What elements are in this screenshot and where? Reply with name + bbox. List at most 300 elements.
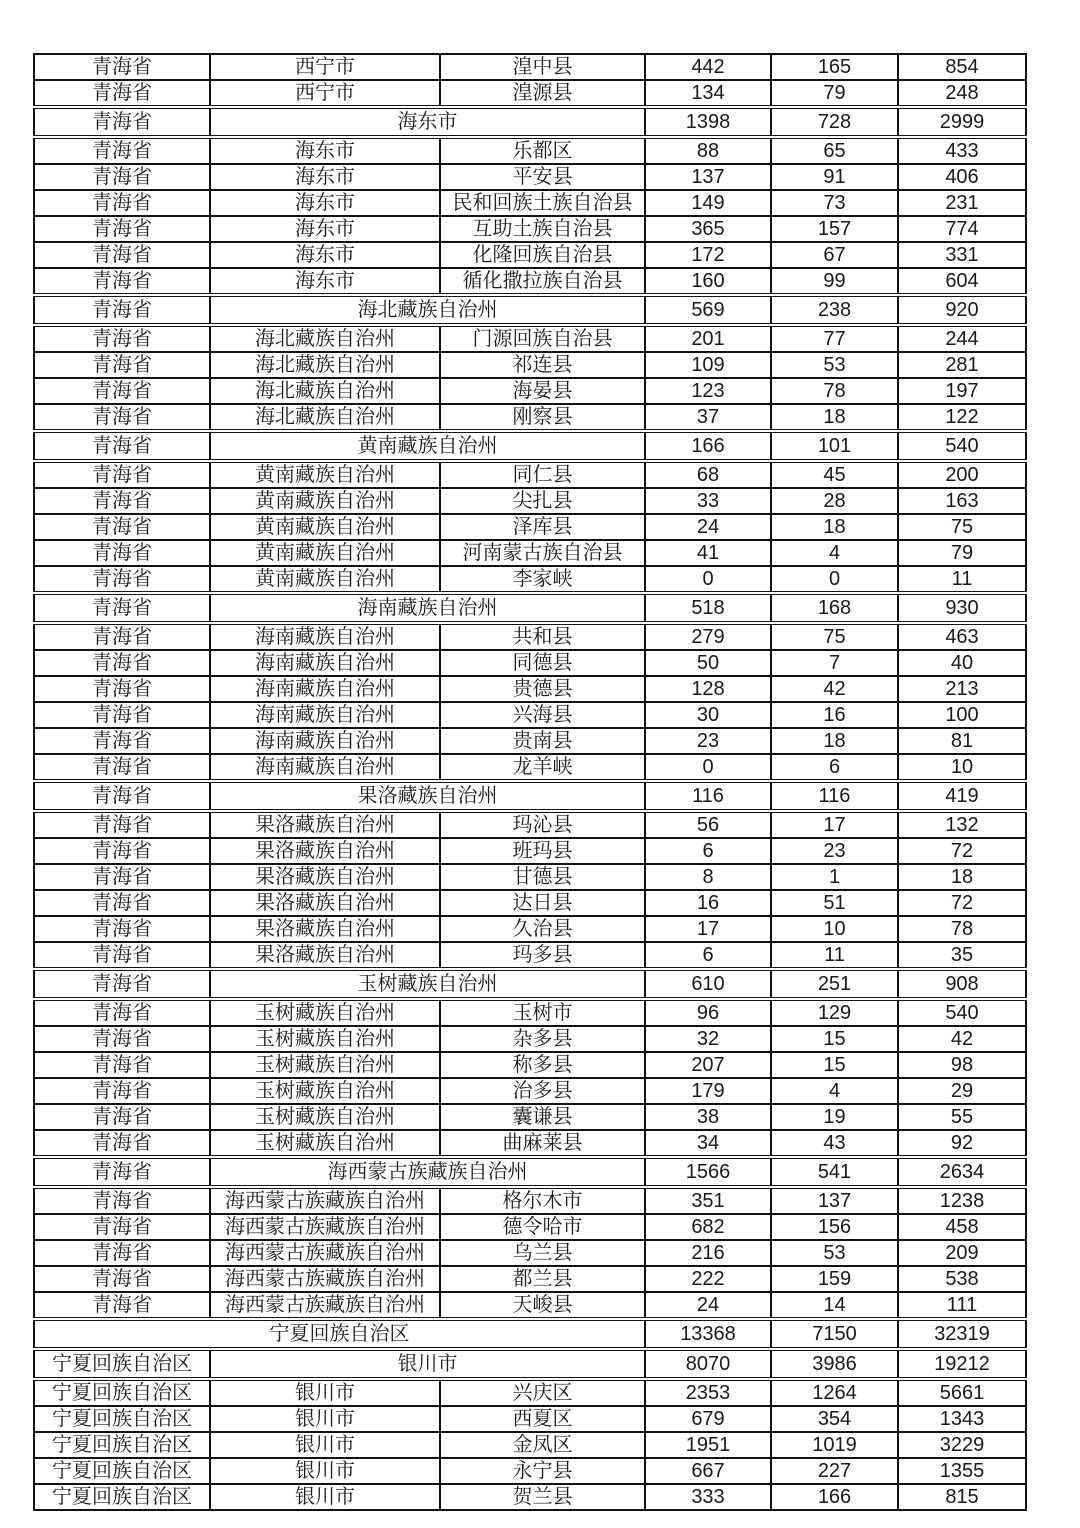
province-cell: 青海省 bbox=[34, 969, 210, 999]
value-cell: 200 bbox=[898, 461, 1026, 488]
value-cell: 1343 bbox=[898, 1406, 1026, 1432]
county-cell: 杂多县 bbox=[440, 1026, 645, 1052]
province-cell: 青海省 bbox=[34, 566, 210, 593]
county-cell: 乐都区 bbox=[440, 137, 645, 164]
city-cell: 果洛藏族自治州 bbox=[210, 916, 440, 942]
county-cell: 天峻县 bbox=[440, 1292, 645, 1319]
value-cell: 538 bbox=[898, 1266, 1026, 1292]
value-cell: 98 bbox=[898, 1052, 1026, 1078]
table-row bbox=[34, 352, 1026, 378]
value-cell: 32319 bbox=[898, 1319, 1026, 1349]
value-cell: 8070 bbox=[645, 1349, 771, 1379]
value-cell: 55 bbox=[898, 1104, 1026, 1130]
value-cell: 16 bbox=[771, 702, 898, 728]
city-cell: 银川市 bbox=[210, 1432, 440, 1458]
value-cell: 518 bbox=[645, 593, 771, 623]
county-cell: 河南蒙古族自治县 bbox=[440, 540, 645, 566]
province-cell: 青海省 bbox=[34, 1026, 210, 1052]
value-cell: 24 bbox=[645, 1292, 771, 1319]
county-cell: 德令哈市 bbox=[440, 1214, 645, 1240]
value-cell: 774 bbox=[898, 216, 1026, 242]
value-cell: 122 bbox=[898, 404, 1026, 431]
value-cell: 2634 bbox=[898, 1157, 1026, 1187]
county-cell: 贺兰县 bbox=[440, 1484, 645, 1510]
value-cell: 13368 bbox=[645, 1319, 771, 1349]
value-cell: 28 bbox=[771, 488, 898, 514]
province-cell: 青海省 bbox=[34, 676, 210, 702]
value-cell: 75 bbox=[771, 623, 898, 650]
value-cell: 116 bbox=[645, 781, 771, 811]
value-cell: 11 bbox=[898, 566, 1026, 593]
value-cell: 23 bbox=[645, 728, 771, 754]
value-cell: 78 bbox=[771, 378, 898, 404]
value-cell: 100 bbox=[898, 702, 1026, 728]
table-row bbox=[34, 811, 1026, 838]
city-cell: 海东市 bbox=[210, 242, 440, 268]
county-cell: 祁连县 bbox=[440, 352, 645, 378]
table-row bbox=[34, 190, 1026, 216]
county-cell: 贵南县 bbox=[440, 728, 645, 754]
city-cell: 海东市 bbox=[210, 268, 440, 295]
city-merged-cell: 银川市 bbox=[210, 1349, 645, 1379]
city-cell: 果洛藏族自治州 bbox=[210, 838, 440, 864]
province-cell: 青海省 bbox=[34, 514, 210, 540]
table-row bbox=[34, 1458, 1026, 1484]
county-cell: 乌兰县 bbox=[440, 1240, 645, 1266]
province-cell: 宁夏回族自治区 bbox=[34, 1432, 210, 1458]
value-cell: 406 bbox=[898, 164, 1026, 190]
province-cell: 青海省 bbox=[34, 80, 210, 107]
value-cell: 18 bbox=[771, 514, 898, 540]
county-cell: 久治县 bbox=[440, 916, 645, 942]
value-cell: 682 bbox=[645, 1214, 771, 1240]
table-row bbox=[34, 378, 1026, 404]
province-cell: 青海省 bbox=[34, 999, 210, 1026]
province-cell: 宁夏回族自治区 bbox=[34, 1379, 210, 1406]
city-cell: 玉树藏族自治州 bbox=[210, 1052, 440, 1078]
city-cell: 西宁市 bbox=[210, 80, 440, 107]
value-cell: 29 bbox=[898, 1078, 1026, 1104]
value-cell: 333 bbox=[645, 1484, 771, 1510]
value-cell: 101 bbox=[771, 431, 898, 461]
table-row bbox=[34, 80, 1026, 107]
city-cell: 海南藏族自治州 bbox=[210, 702, 440, 728]
province-cell: 青海省 bbox=[34, 728, 210, 754]
region-total-cell: 宁夏回族自治区 bbox=[34, 1319, 645, 1349]
value-cell: 227 bbox=[771, 1458, 898, 1484]
city-cell: 玉树藏族自治州 bbox=[210, 1026, 440, 1052]
value-cell: 45 bbox=[771, 461, 898, 488]
value-cell: 14 bbox=[771, 1292, 898, 1319]
county-cell: 甘德县 bbox=[440, 864, 645, 890]
value-cell: 231 bbox=[898, 190, 1026, 216]
province-cell: 青海省 bbox=[34, 1214, 210, 1240]
county-cell: 化隆回族自治县 bbox=[440, 242, 645, 268]
value-cell: 18 bbox=[771, 728, 898, 754]
value-cell: 610 bbox=[645, 969, 771, 999]
value-cell: 129 bbox=[771, 999, 898, 1026]
value-cell: 10 bbox=[771, 916, 898, 942]
county-cell: 玛沁县 bbox=[440, 811, 645, 838]
value-cell: 2353 bbox=[645, 1379, 771, 1406]
value-cell: 920 bbox=[898, 295, 1026, 325]
value-cell: 540 bbox=[898, 431, 1026, 461]
value-cell: 38 bbox=[645, 1104, 771, 1130]
county-cell: 循化撒拉族自治县 bbox=[440, 268, 645, 295]
value-cell: 43 bbox=[771, 1130, 898, 1157]
table-row bbox=[34, 54, 1026, 80]
value-cell: 248 bbox=[898, 80, 1026, 107]
value-cell: 32 bbox=[645, 1026, 771, 1052]
value-cell: 134 bbox=[645, 80, 771, 107]
value-cell: 7150 bbox=[771, 1319, 898, 1349]
province-cell: 青海省 bbox=[34, 404, 210, 431]
table-row bbox=[34, 488, 1026, 514]
table-row bbox=[34, 540, 1026, 566]
county-cell: 西夏区 bbox=[440, 1406, 645, 1432]
county-cell: 曲麻莱县 bbox=[440, 1130, 645, 1157]
city-cell: 海西蒙古族藏族自治州 bbox=[210, 1292, 440, 1319]
value-cell: 1019 bbox=[771, 1432, 898, 1458]
value-cell: 128 bbox=[645, 676, 771, 702]
table-row bbox=[34, 325, 1026, 352]
value-cell: 79 bbox=[898, 540, 1026, 566]
value-cell: 73 bbox=[771, 190, 898, 216]
table-row bbox=[34, 1379, 1026, 1406]
value-cell: 908 bbox=[898, 969, 1026, 999]
value-cell: 16 bbox=[645, 890, 771, 916]
region-statistics-table bbox=[33, 53, 1027, 1511]
table-row-merged bbox=[34, 1319, 1026, 1349]
county-cell: 兴海县 bbox=[440, 702, 645, 728]
city-merged-cell: 海南藏族自治州 bbox=[210, 593, 645, 623]
value-cell: 149 bbox=[645, 190, 771, 216]
table-row bbox=[34, 242, 1026, 268]
table-row bbox=[34, 1214, 1026, 1240]
value-cell: 168 bbox=[771, 593, 898, 623]
value-cell: 540 bbox=[898, 999, 1026, 1026]
value-cell: 99 bbox=[771, 268, 898, 295]
value-cell: 19 bbox=[771, 1104, 898, 1130]
value-cell: 442 bbox=[645, 54, 771, 80]
city-cell: 海南藏族自治州 bbox=[210, 728, 440, 754]
county-cell: 互助土族自治县 bbox=[440, 216, 645, 242]
value-cell: 3986 bbox=[771, 1349, 898, 1379]
county-cell: 格尔木市 bbox=[440, 1187, 645, 1214]
table-row bbox=[34, 754, 1026, 781]
table-row bbox=[34, 1187, 1026, 1214]
table-row bbox=[34, 702, 1026, 728]
value-cell: 65 bbox=[771, 137, 898, 164]
value-cell: 728 bbox=[771, 107, 898, 137]
table-row bbox=[34, 1026, 1026, 1052]
province-cell: 青海省 bbox=[34, 593, 210, 623]
province-cell: 青海省 bbox=[34, 916, 210, 942]
value-cell: 197 bbox=[898, 378, 1026, 404]
value-cell: 213 bbox=[898, 676, 1026, 702]
value-cell: 5661 bbox=[898, 1379, 1026, 1406]
value-cell: 4 bbox=[771, 1078, 898, 1104]
province-cell: 青海省 bbox=[34, 1266, 210, 1292]
table-row bbox=[34, 1052, 1026, 1078]
value-cell: 18 bbox=[771, 404, 898, 431]
value-cell: 166 bbox=[771, 1484, 898, 1510]
value-cell: 15 bbox=[771, 1026, 898, 1052]
table-row-merged bbox=[34, 593, 1026, 623]
value-cell: 96 bbox=[645, 999, 771, 1026]
value-cell: 251 bbox=[771, 969, 898, 999]
county-cell: 都兰县 bbox=[440, 1266, 645, 1292]
city-cell: 海南藏族自治州 bbox=[210, 650, 440, 676]
value-cell: 1264 bbox=[771, 1379, 898, 1406]
value-cell: 17 bbox=[771, 811, 898, 838]
city-cell: 海北藏族自治州 bbox=[210, 325, 440, 352]
county-cell: 称多县 bbox=[440, 1052, 645, 1078]
table-body bbox=[34, 54, 1026, 1510]
value-cell: 279 bbox=[645, 623, 771, 650]
value-cell: 7 bbox=[771, 650, 898, 676]
county-cell: 玛多县 bbox=[440, 942, 645, 969]
county-cell: 李家峡 bbox=[440, 566, 645, 593]
province-cell: 青海省 bbox=[34, 295, 210, 325]
province-cell: 青海省 bbox=[34, 54, 210, 80]
city-cell: 海西蒙古族藏族自治州 bbox=[210, 1240, 440, 1266]
value-cell: 815 bbox=[898, 1484, 1026, 1510]
city-cell: 黄南藏族自治州 bbox=[210, 488, 440, 514]
value-cell: 0 bbox=[645, 566, 771, 593]
city-merged-cell: 海西蒙古族藏族自治州 bbox=[210, 1157, 645, 1187]
county-cell: 尖扎县 bbox=[440, 488, 645, 514]
city-cell: 黄南藏族自治州 bbox=[210, 540, 440, 566]
value-cell: 216 bbox=[645, 1240, 771, 1266]
city-merged-cell: 海北藏族自治州 bbox=[210, 295, 645, 325]
province-cell: 青海省 bbox=[34, 164, 210, 190]
province-cell: 青海省 bbox=[34, 1078, 210, 1104]
value-cell: 207 bbox=[645, 1052, 771, 1078]
county-cell: 同德县 bbox=[440, 650, 645, 676]
province-cell: 青海省 bbox=[34, 488, 210, 514]
city-cell: 果洛藏族自治州 bbox=[210, 890, 440, 916]
value-cell: 172 bbox=[645, 242, 771, 268]
table-row bbox=[34, 916, 1026, 942]
value-cell: 354 bbox=[771, 1406, 898, 1432]
city-cell: 海北藏族自治州 bbox=[210, 404, 440, 431]
value-cell: 4 bbox=[771, 540, 898, 566]
city-cell: 银川市 bbox=[210, 1406, 440, 1432]
table-row bbox=[34, 623, 1026, 650]
province-cell: 青海省 bbox=[34, 864, 210, 890]
value-cell: 42 bbox=[898, 1026, 1026, 1052]
value-cell: 854 bbox=[898, 54, 1026, 80]
city-cell: 海西蒙古族藏族自治州 bbox=[210, 1187, 440, 1214]
value-cell: 166 bbox=[645, 431, 771, 461]
value-cell: 72 bbox=[898, 838, 1026, 864]
table-row bbox=[34, 137, 1026, 164]
value-cell: 244 bbox=[898, 325, 1026, 352]
value-cell: 6 bbox=[771, 754, 898, 781]
city-cell: 银川市 bbox=[210, 1484, 440, 1510]
county-cell: 湟中县 bbox=[440, 54, 645, 80]
value-cell: 1238 bbox=[898, 1187, 1026, 1214]
province-cell: 青海省 bbox=[34, 461, 210, 488]
county-cell: 班玛县 bbox=[440, 838, 645, 864]
value-cell: 37 bbox=[645, 404, 771, 431]
province-cell: 青海省 bbox=[34, 1240, 210, 1266]
value-cell: 159 bbox=[771, 1266, 898, 1292]
province-cell: 青海省 bbox=[34, 325, 210, 352]
value-cell: 23 bbox=[771, 838, 898, 864]
table-row-merged bbox=[34, 781, 1026, 811]
value-cell: 19212 bbox=[898, 1349, 1026, 1379]
city-cell: 西宁市 bbox=[210, 54, 440, 80]
province-cell: 青海省 bbox=[34, 540, 210, 566]
value-cell: 2999 bbox=[898, 107, 1026, 137]
city-cell: 玉树藏族自治州 bbox=[210, 1078, 440, 1104]
province-cell: 青海省 bbox=[34, 190, 210, 216]
value-cell: 6 bbox=[645, 838, 771, 864]
county-cell: 共和县 bbox=[440, 623, 645, 650]
table-row bbox=[34, 404, 1026, 431]
city-cell: 海南藏族自治州 bbox=[210, 754, 440, 781]
city-cell: 黄南藏族自治州 bbox=[210, 566, 440, 593]
county-cell: 同仁县 bbox=[440, 461, 645, 488]
county-cell: 民和回族土族自治县 bbox=[440, 190, 645, 216]
value-cell: 15 bbox=[771, 1052, 898, 1078]
province-cell: 青海省 bbox=[34, 838, 210, 864]
province-cell: 宁夏回族自治区 bbox=[34, 1458, 210, 1484]
value-cell: 40 bbox=[898, 650, 1026, 676]
table-row bbox=[34, 1292, 1026, 1319]
value-cell: 281 bbox=[898, 352, 1026, 378]
city-cell: 海西蒙古族藏族自治州 bbox=[210, 1214, 440, 1240]
value-cell: 541 bbox=[771, 1157, 898, 1187]
city-cell: 海北藏族自治州 bbox=[210, 378, 440, 404]
province-cell: 青海省 bbox=[34, 702, 210, 728]
table-row bbox=[34, 942, 1026, 969]
province-cell: 青海省 bbox=[34, 268, 210, 295]
province-cell: 青海省 bbox=[34, 1292, 210, 1319]
city-merged-cell: 海东市 bbox=[210, 107, 645, 137]
value-cell: 67 bbox=[771, 242, 898, 268]
county-cell: 玉树市 bbox=[440, 999, 645, 1026]
table-row bbox=[34, 1130, 1026, 1157]
value-cell: 79 bbox=[771, 80, 898, 107]
value-cell: 92 bbox=[898, 1130, 1026, 1157]
province-cell: 青海省 bbox=[34, 431, 210, 461]
value-cell: 3229 bbox=[898, 1432, 1026, 1458]
city-merged-cell: 玉树藏族自治州 bbox=[210, 969, 645, 999]
value-cell: 35 bbox=[898, 942, 1026, 969]
value-cell: 42 bbox=[771, 676, 898, 702]
value-cell: 1 bbox=[771, 864, 898, 890]
province-cell: 青海省 bbox=[34, 216, 210, 242]
table-row bbox=[34, 1104, 1026, 1130]
province-cell: 青海省 bbox=[34, 754, 210, 781]
value-cell: 11 bbox=[771, 942, 898, 969]
county-cell: 兴庆区 bbox=[440, 1379, 645, 1406]
value-cell: 78 bbox=[898, 916, 1026, 942]
table-row-merged bbox=[34, 969, 1026, 999]
city-merged-cell: 果洛藏族自治州 bbox=[210, 781, 645, 811]
table-row-merged bbox=[34, 1157, 1026, 1187]
table-row bbox=[34, 1266, 1026, 1292]
table-row bbox=[34, 650, 1026, 676]
county-cell: 刚察县 bbox=[440, 404, 645, 431]
county-cell: 囊谦县 bbox=[440, 1104, 645, 1130]
city-cell: 银川市 bbox=[210, 1379, 440, 1406]
county-cell: 门源回族自治县 bbox=[440, 325, 645, 352]
city-cell: 果洛藏族自治州 bbox=[210, 864, 440, 890]
city-cell: 果洛藏族自治州 bbox=[210, 942, 440, 969]
value-cell: 209 bbox=[898, 1240, 1026, 1266]
table-row bbox=[34, 268, 1026, 295]
value-cell: 433 bbox=[898, 137, 1026, 164]
value-cell: 930 bbox=[898, 593, 1026, 623]
county-cell: 治多县 bbox=[440, 1078, 645, 1104]
value-cell: 24 bbox=[645, 514, 771, 540]
city-cell: 海南藏族自治州 bbox=[210, 676, 440, 702]
value-cell: 163 bbox=[898, 488, 1026, 514]
table-row bbox=[34, 1240, 1026, 1266]
city-cell: 果洛藏族自治州 bbox=[210, 811, 440, 838]
value-cell: 111 bbox=[898, 1292, 1026, 1319]
value-cell: 0 bbox=[771, 566, 898, 593]
value-cell: 123 bbox=[645, 378, 771, 404]
value-cell: 604 bbox=[898, 268, 1026, 295]
value-cell: 88 bbox=[645, 137, 771, 164]
city-cell: 海东市 bbox=[210, 137, 440, 164]
value-cell: 77 bbox=[771, 325, 898, 352]
table-row bbox=[34, 838, 1026, 864]
table-row bbox=[34, 566, 1026, 593]
city-merged-cell: 黄南藏族自治州 bbox=[210, 431, 645, 461]
value-cell: 109 bbox=[645, 352, 771, 378]
table-row bbox=[34, 1484, 1026, 1510]
province-cell: 青海省 bbox=[34, 352, 210, 378]
province-cell: 青海省 bbox=[34, 942, 210, 969]
table-row bbox=[34, 864, 1026, 890]
value-cell: 132 bbox=[898, 811, 1026, 838]
value-cell: 137 bbox=[771, 1187, 898, 1214]
province-cell: 青海省 bbox=[34, 811, 210, 838]
table-row-merged bbox=[34, 107, 1026, 137]
city-cell: 玉树藏族自治州 bbox=[210, 1104, 440, 1130]
value-cell: 137 bbox=[645, 164, 771, 190]
value-cell: 81 bbox=[898, 728, 1026, 754]
county-cell: 永宁县 bbox=[440, 1458, 645, 1484]
value-cell: 222 bbox=[645, 1266, 771, 1292]
value-cell: 75 bbox=[898, 514, 1026, 540]
table-row bbox=[34, 890, 1026, 916]
city-cell: 海南藏族自治州 bbox=[210, 623, 440, 650]
table-row bbox=[34, 999, 1026, 1026]
value-cell: 53 bbox=[771, 352, 898, 378]
value-cell: 68 bbox=[645, 461, 771, 488]
value-cell: 365 bbox=[645, 216, 771, 242]
value-cell: 157 bbox=[771, 216, 898, 242]
city-cell: 玉树藏族自治州 bbox=[210, 999, 440, 1026]
value-cell: 201 bbox=[645, 325, 771, 352]
county-cell: 海晏县 bbox=[440, 378, 645, 404]
value-cell: 41 bbox=[645, 540, 771, 566]
county-cell: 平安县 bbox=[440, 164, 645, 190]
table-row bbox=[34, 514, 1026, 540]
province-cell: 青海省 bbox=[34, 623, 210, 650]
value-cell: 179 bbox=[645, 1078, 771, 1104]
value-cell: 0 bbox=[645, 754, 771, 781]
table-row-merged bbox=[34, 431, 1026, 461]
province-cell: 青海省 bbox=[34, 1052, 210, 1078]
